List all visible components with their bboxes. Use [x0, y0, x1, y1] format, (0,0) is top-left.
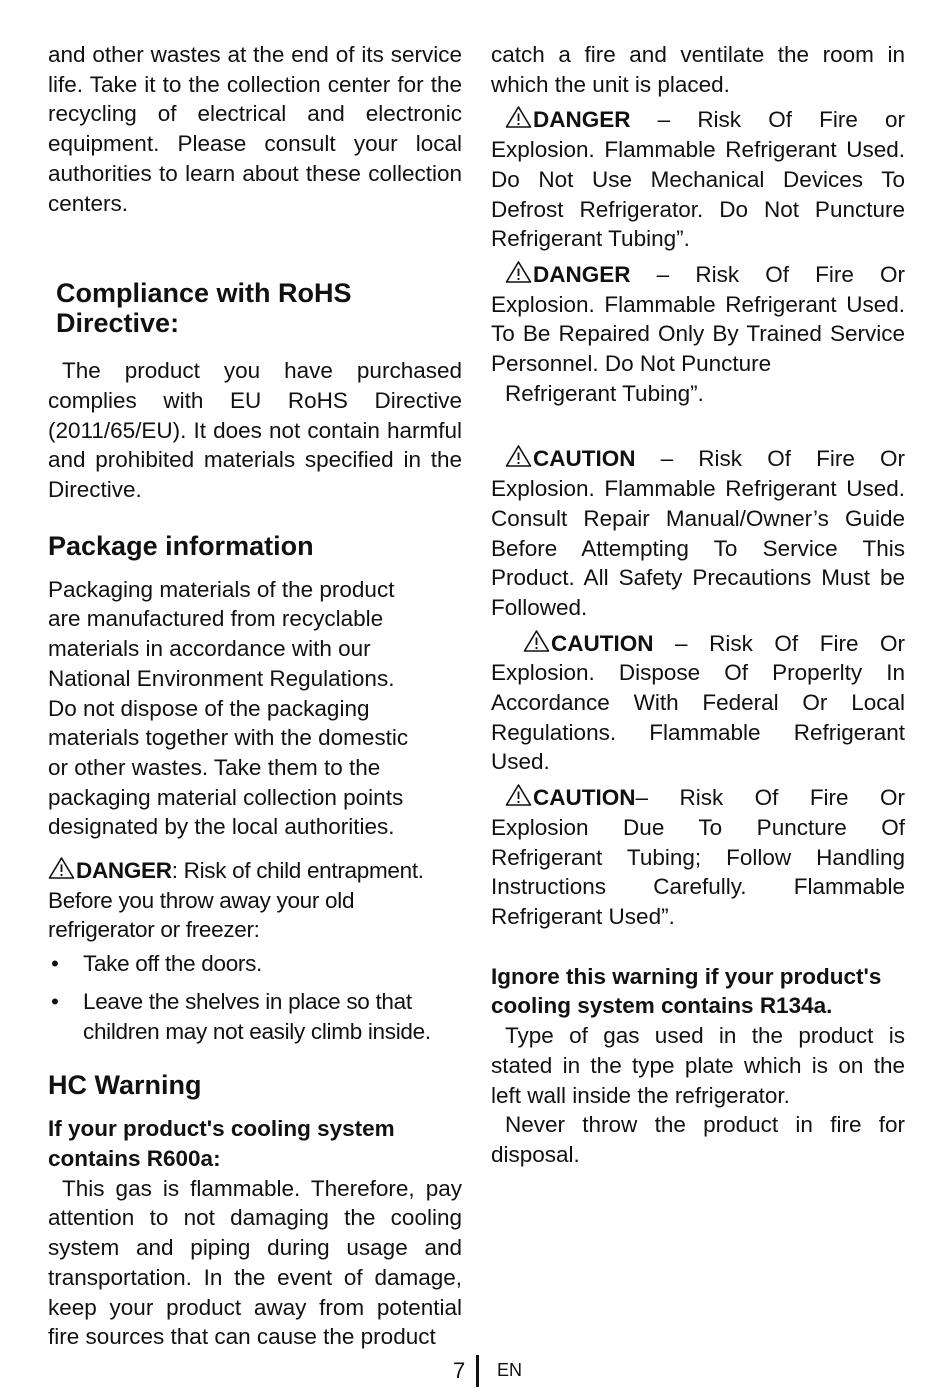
rohs-heading: Compliance with RoHS Directive:	[56, 278, 352, 339]
left-column	[48, 40, 462, 1352]
warning-triangle-icon	[505, 262, 533, 287]
warning-block: DANGER – Risk Of Fire or Explosion. Flammable Refrigerant Used. Do Not Use Mechanical Devices To Defrost Refrigerator. Do Not Puncture Refrigerant Tubing”.	[491, 107, 905, 252]
caution-label: CAUTION	[533, 446, 636, 472]
hc-warning-heading: HC Warning	[48, 1070, 202, 1101]
page-number: 7	[453, 1358, 466, 1383]
list-item: • Leave the shelves in place so that children may not easily climb inside.	[51, 988, 431, 1044]
warning-block: CAUTION– Risk Of Fire Or Explosion Due To Puncture Of Refrigerant Tubing; Follow Handling Instructions Carefully. Flammable Refrigerant Used”.	[491, 785, 905, 929]
disposal-paragraph: Never throw the product in fire for disposal.	[491, 1112, 905, 1167]
rohs-paragraph: The product you have purchased complies with EU RoHS Directive (2011/65/EU). It does not contain harmful and prohibited materials specified in the Directive.	[48, 358, 462, 503]
right-column	[491, 40, 905, 1170]
warning-triangle-icon	[505, 446, 533, 471]
package-paragraph: Packaging materials of the product are manufactured from recyclable materials in accordance with our National Environment Regulations. Do not dispose of the packaging materials together with the domestic or other wastes. Take them to the packaging material collection points designated by the local authorities.	[48, 576, 409, 840]
hc-subheading: If your product's cooling system contains R600a:	[48, 1116, 395, 1171]
child-entrapment-warning	[48, 856, 428, 945]
language-code: EN	[497, 1360, 523, 1380]
danger-label: DANGER	[533, 107, 631, 133]
warning-triangle-icon	[523, 631, 551, 656]
r134a-heading: Ignore this warning if your product's cooling system contains R134a.	[491, 963, 882, 1019]
danger-label: DANGER	[76, 858, 172, 884]
hc-paragraph: This gas is flammable. Therefore, pay attention to not damaging the cooling system and piping during usage and transportation. In the event of damage, keep your product away from potential fire sources that can cause the product	[48, 1175, 462, 1350]
warning-triangle-icon	[505, 107, 533, 132]
footer-divider	[476, 1355, 479, 1387]
continued-paragraph: catch a fire and ventilate the room in which the unit is placed.	[491, 42, 905, 97]
page-footer	[0, 1352, 950, 1388]
warning-triangle-icon	[48, 858, 76, 883]
package-heading: Package information	[48, 530, 314, 561]
warning-tail: Refrigerant Tubing”.	[505, 380, 704, 406]
child-warning-text: : Risk of child entrapment. Before you throw away your old refrigerator or freezer:	[48, 858, 424, 943]
caution-label: CAUTION	[551, 630, 654, 656]
caution-label: CAUTION	[533, 785, 636, 811]
warning-triangle-icon	[505, 785, 533, 810]
list-item: • Take off the doors.	[51, 951, 263, 977]
warning-block: DANGER – Risk Of Fire Or Explosion. Flammable Refrigerant Used. To Be Repaired Only By Trained Service Personnel. Do Not Puncture	[491, 261, 905, 377]
bullet-list	[48, 949, 462, 1046]
gas-type-paragraph: Type of gas used in the product is stated in the type plate which is on the left wall inside the refrigerator.	[491, 1023, 905, 1108]
warning-block: CAUTION – Risk Of Fire Or Explosion. Flammable Refrigerant Used. Consult Repair Manual/Owner’s Guide Before Attempting To Service This Product. All Safety Precautions Must be Followed.	[491, 446, 905, 620]
warning-block: CAUTION – Risk Of Fire Or Explosion. Dispose Of Properlty In Accordance With Federal Or Local Regulations. Flammable Refrigerant Used.	[491, 630, 905, 775]
intro-paragraph: and other wastes at the end of its service life. Take it to the collection center for the recycling of electrical and electronic equipment. Please consult your local authorities to learn about these collection centers.	[48, 42, 462, 216]
danger-label: DANGER	[533, 261, 631, 287]
